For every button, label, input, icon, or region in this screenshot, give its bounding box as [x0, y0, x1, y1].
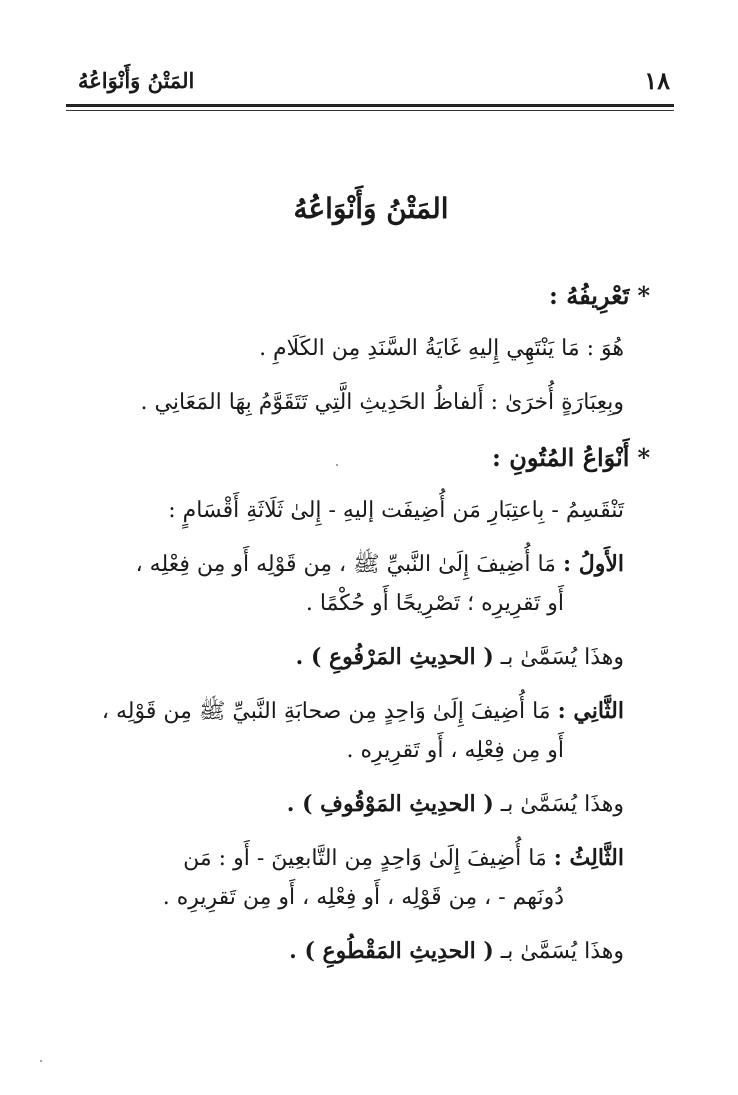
- naming-prefix: وهذَا يُسَمَّىٰ بـ: [500, 792, 624, 818]
- page-header: [66, 58, 672, 102]
- scan-speck: [336, 464, 338, 466]
- chapter-title: المَتْنُ وَأَنْوَاعُهُ: [293, 192, 449, 225]
- star-bullet: *: [637, 442, 650, 472]
- first-type-line-1: [92, 550, 624, 580]
- third-type-label: الثَّالِثُ :: [553, 844, 624, 871]
- types-heading: [92, 442, 650, 474]
- third-type-naming: [92, 937, 624, 967]
- first-type-line-2: أَو تَقرِيرِه ؛ تَصْرِيحًا أَو حُكْمًا .: [305, 591, 564, 617]
- second-type-term: ( الحدِيثِ المَوْقُوفِ ) .: [286, 791, 494, 818]
- first-type-term: ( الحدِيثِ المَرْفُوعِ ) .: [295, 644, 494, 671]
- first-type-label: الأَولُ :: [562, 550, 624, 577]
- second-type-naming: [92, 790, 624, 820]
- definition-line-2: وبِعِبَارَةٍ أُخرَىٰ : أَلفاظُ الحَدِيثِ الَّتِي تَتَقَوَّمُ بِهَا المَعَانِي .: [140, 389, 624, 415]
- page-body: [92, 190, 650, 991]
- star-bullet: *: [637, 280, 650, 310]
- third-type-text-1: مَا أُضِيفَ إِلَىٰ وَاحِدٍ مِن التَّابعِينَ - أَو : مَن: [183, 845, 547, 871]
- scan-speck: [40, 1060, 42, 1062]
- naming-prefix: وهذَا يُسَمَّىٰ بـ: [500, 939, 624, 965]
- third-type-line-1: [92, 844, 624, 874]
- header-rule-thin: [66, 110, 674, 111]
- page-number: ١٨: [644, 66, 670, 95]
- naming-prefix: وهذَا يُسَمَّىٰ بـ: [500, 645, 624, 671]
- definition-line-1: هُوَ : مَا يَنْتَهِي إِليهِ غَايَةُ السَّنَدِ مِن الكَلَامِ .: [259, 336, 624, 362]
- definition-heading-text: تَعْرِيفُهُ :: [549, 280, 630, 310]
- definition-heading: [92, 280, 650, 312]
- first-type-text-1: مَا أُضِيفَ إِلَىٰ النَّبيِّ ﷺ ، مِن قَوْلِه أَو مِن فِعْلِه ،: [135, 551, 556, 577]
- third-type-line-2: دُونَهم - ، مِن قَوْلِه ، أَو فِعْلِه ، أَو مِن تَقرِيرِه .: [162, 885, 564, 911]
- second-type-line-1: [92, 697, 624, 727]
- second-type-text-1: مَا أُضِيفَ إِلَىٰ وَاحِدٍ مِن صحابَةِ النَّبيِّ ﷺ مِن قَوْلِه ،: [101, 698, 551, 724]
- second-type-line-2: أَو مِن فِعْلِه ، أَو تَقرِيرِه .: [346, 738, 564, 764]
- running-title: المَتْنُ وَأَنْوَاعُهُ: [78, 68, 195, 93]
- second-type-label: الثَّانِي :: [557, 697, 624, 724]
- first-type-naming: [92, 643, 624, 673]
- header-rule-thick: [66, 104, 674, 107]
- types-intro: تَنْقَسِمُ - بِاعتِبَارِ مَن أُضِيفَت إليهِ - إِلىٰ ثَلَاثَةِ أَقْسَامٍ :: [168, 497, 624, 523]
- third-type-term: ( الحدِيثِ المَقْطُوعِ ) .: [289, 938, 494, 965]
- types-heading-text: أَنْوَاعُ المُتُونِ :: [492, 442, 630, 472]
